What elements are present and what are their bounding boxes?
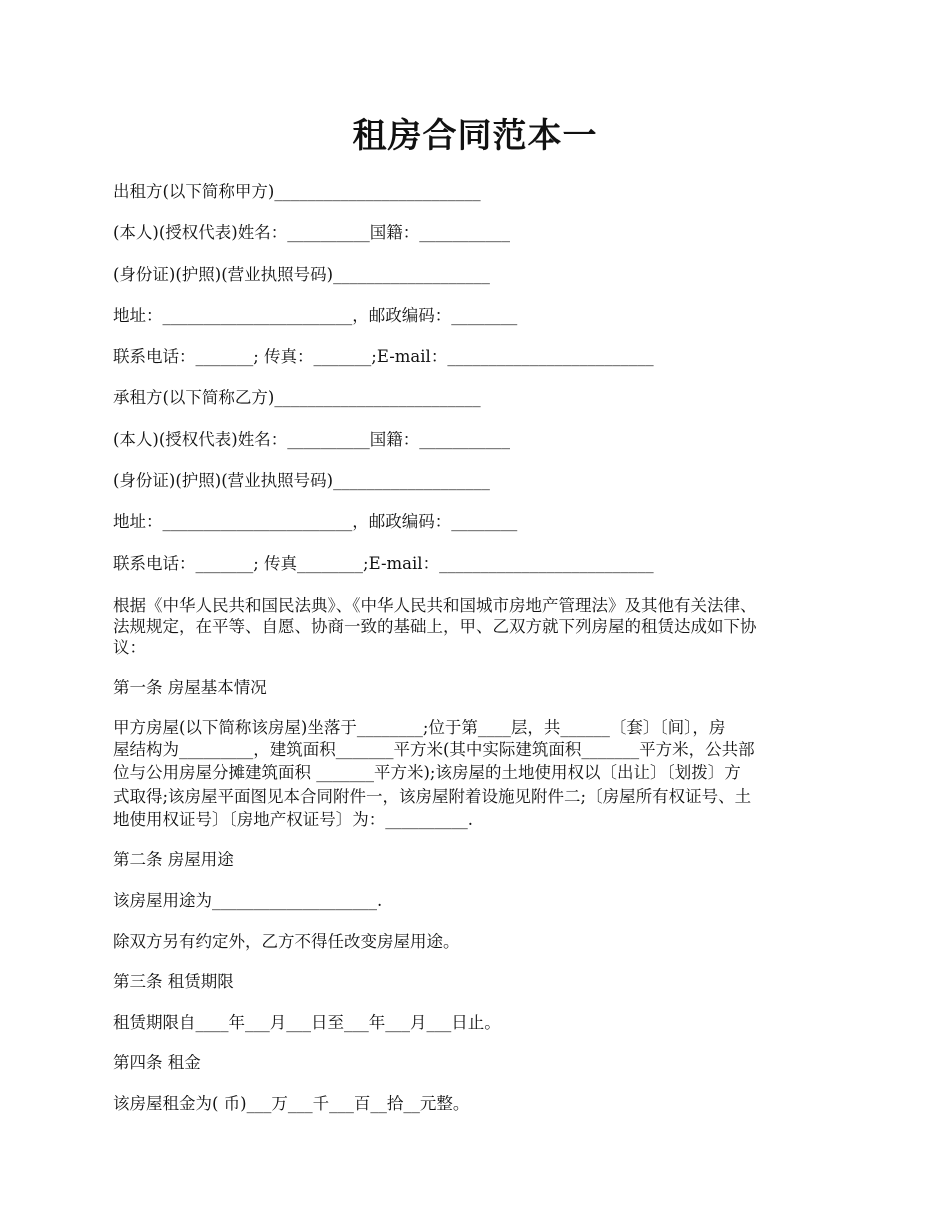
lessor-contact-line: 联系电话：_______; 传真：_______;E-mail：_________________________ <box>113 347 654 366</box>
page-title: 租房合同范本一 <box>352 116 598 156</box>
lessor-id-line: (身份证)(护照)(营业执照号码)___________________ <box>113 265 490 284</box>
article2-extra: 除双方另有约定外，乙方不得任改变房屋用途。 <box>113 932 460 951</box>
article3-heading: 第三条 租赁期限 <box>113 972 234 991</box>
lessee-line: 承租方(以下简称乙方)_________________________ <box>113 388 481 407</box>
intro-line-3: 议： <box>113 638 146 657</box>
article2-body: 该房屋用途为____________________. <box>113 891 383 910</box>
article1-line-2: 屋结构为_________，建筑面积_______平方米(其中实际建筑面积_______平方米，公共部 <box>113 740 755 759</box>
lessor-address-line: 地址：_______________________，邮政编码：________ <box>113 306 518 325</box>
lessee-id-line: (身份证)(护照)(营业执照号码)___________________ <box>113 471 490 490</box>
article4-body: 该房屋租金为( 币)___万___千___百__拾__元整。 <box>113 1094 470 1113</box>
lessee-contact-line: 联系电话：_______; 传真________;E-mail：__________________________ <box>113 554 654 573</box>
article1-line-4: 式取得;该房屋平面图见本合同附件一，该房屋附着设施见附件二;〔房屋所有权证号、土 <box>113 787 752 806</box>
article1-line-5: 地使用权证号〕〔房地产权证号〕为：__________. <box>113 810 473 829</box>
article3-body: 租赁期限自____年___月___日至___年___月___日止。 <box>113 1013 501 1032</box>
article1-line-1: 甲方房屋(以下简称该房屋)坐落于________;位于第____层，共______〔套〕〔间〕，房 <box>113 718 726 737</box>
lessee-name-nationality-line: (本人)(授权代表)姓名：__________国籍：___________ <box>113 430 510 449</box>
article2-heading: 第二条 房屋用途 <box>113 850 234 869</box>
intro-line-1: 根据《中华人民共和国民法典》、《中华人民共和国城市房地产管理法》及其他有关法律、 <box>113 596 757 615</box>
lessee-address-line: 地址：_______________________，邮政编码：________ <box>113 512 518 531</box>
article1-heading: 第一条 房屋基本情况 <box>113 678 267 697</box>
lessor-name-nationality-line: (本人)(授权代表)姓名：__________国籍：___________ <box>113 223 510 242</box>
intro-line-2: 法规规定，在平等、自愿、协商一致的基础上，甲、乙双方就下列房屋的租赁达成如下协 <box>113 617 757 636</box>
article4-heading: 第四条 租金 <box>113 1053 201 1072</box>
lessor-line: 出租方(以下简称甲方)_________________________ <box>113 182 481 201</box>
article1-line-3: 位与公用房屋分摊建筑面积 _______平方米);该房屋的土地使用权以〔出让〕〔划拨〕方 <box>113 763 741 782</box>
